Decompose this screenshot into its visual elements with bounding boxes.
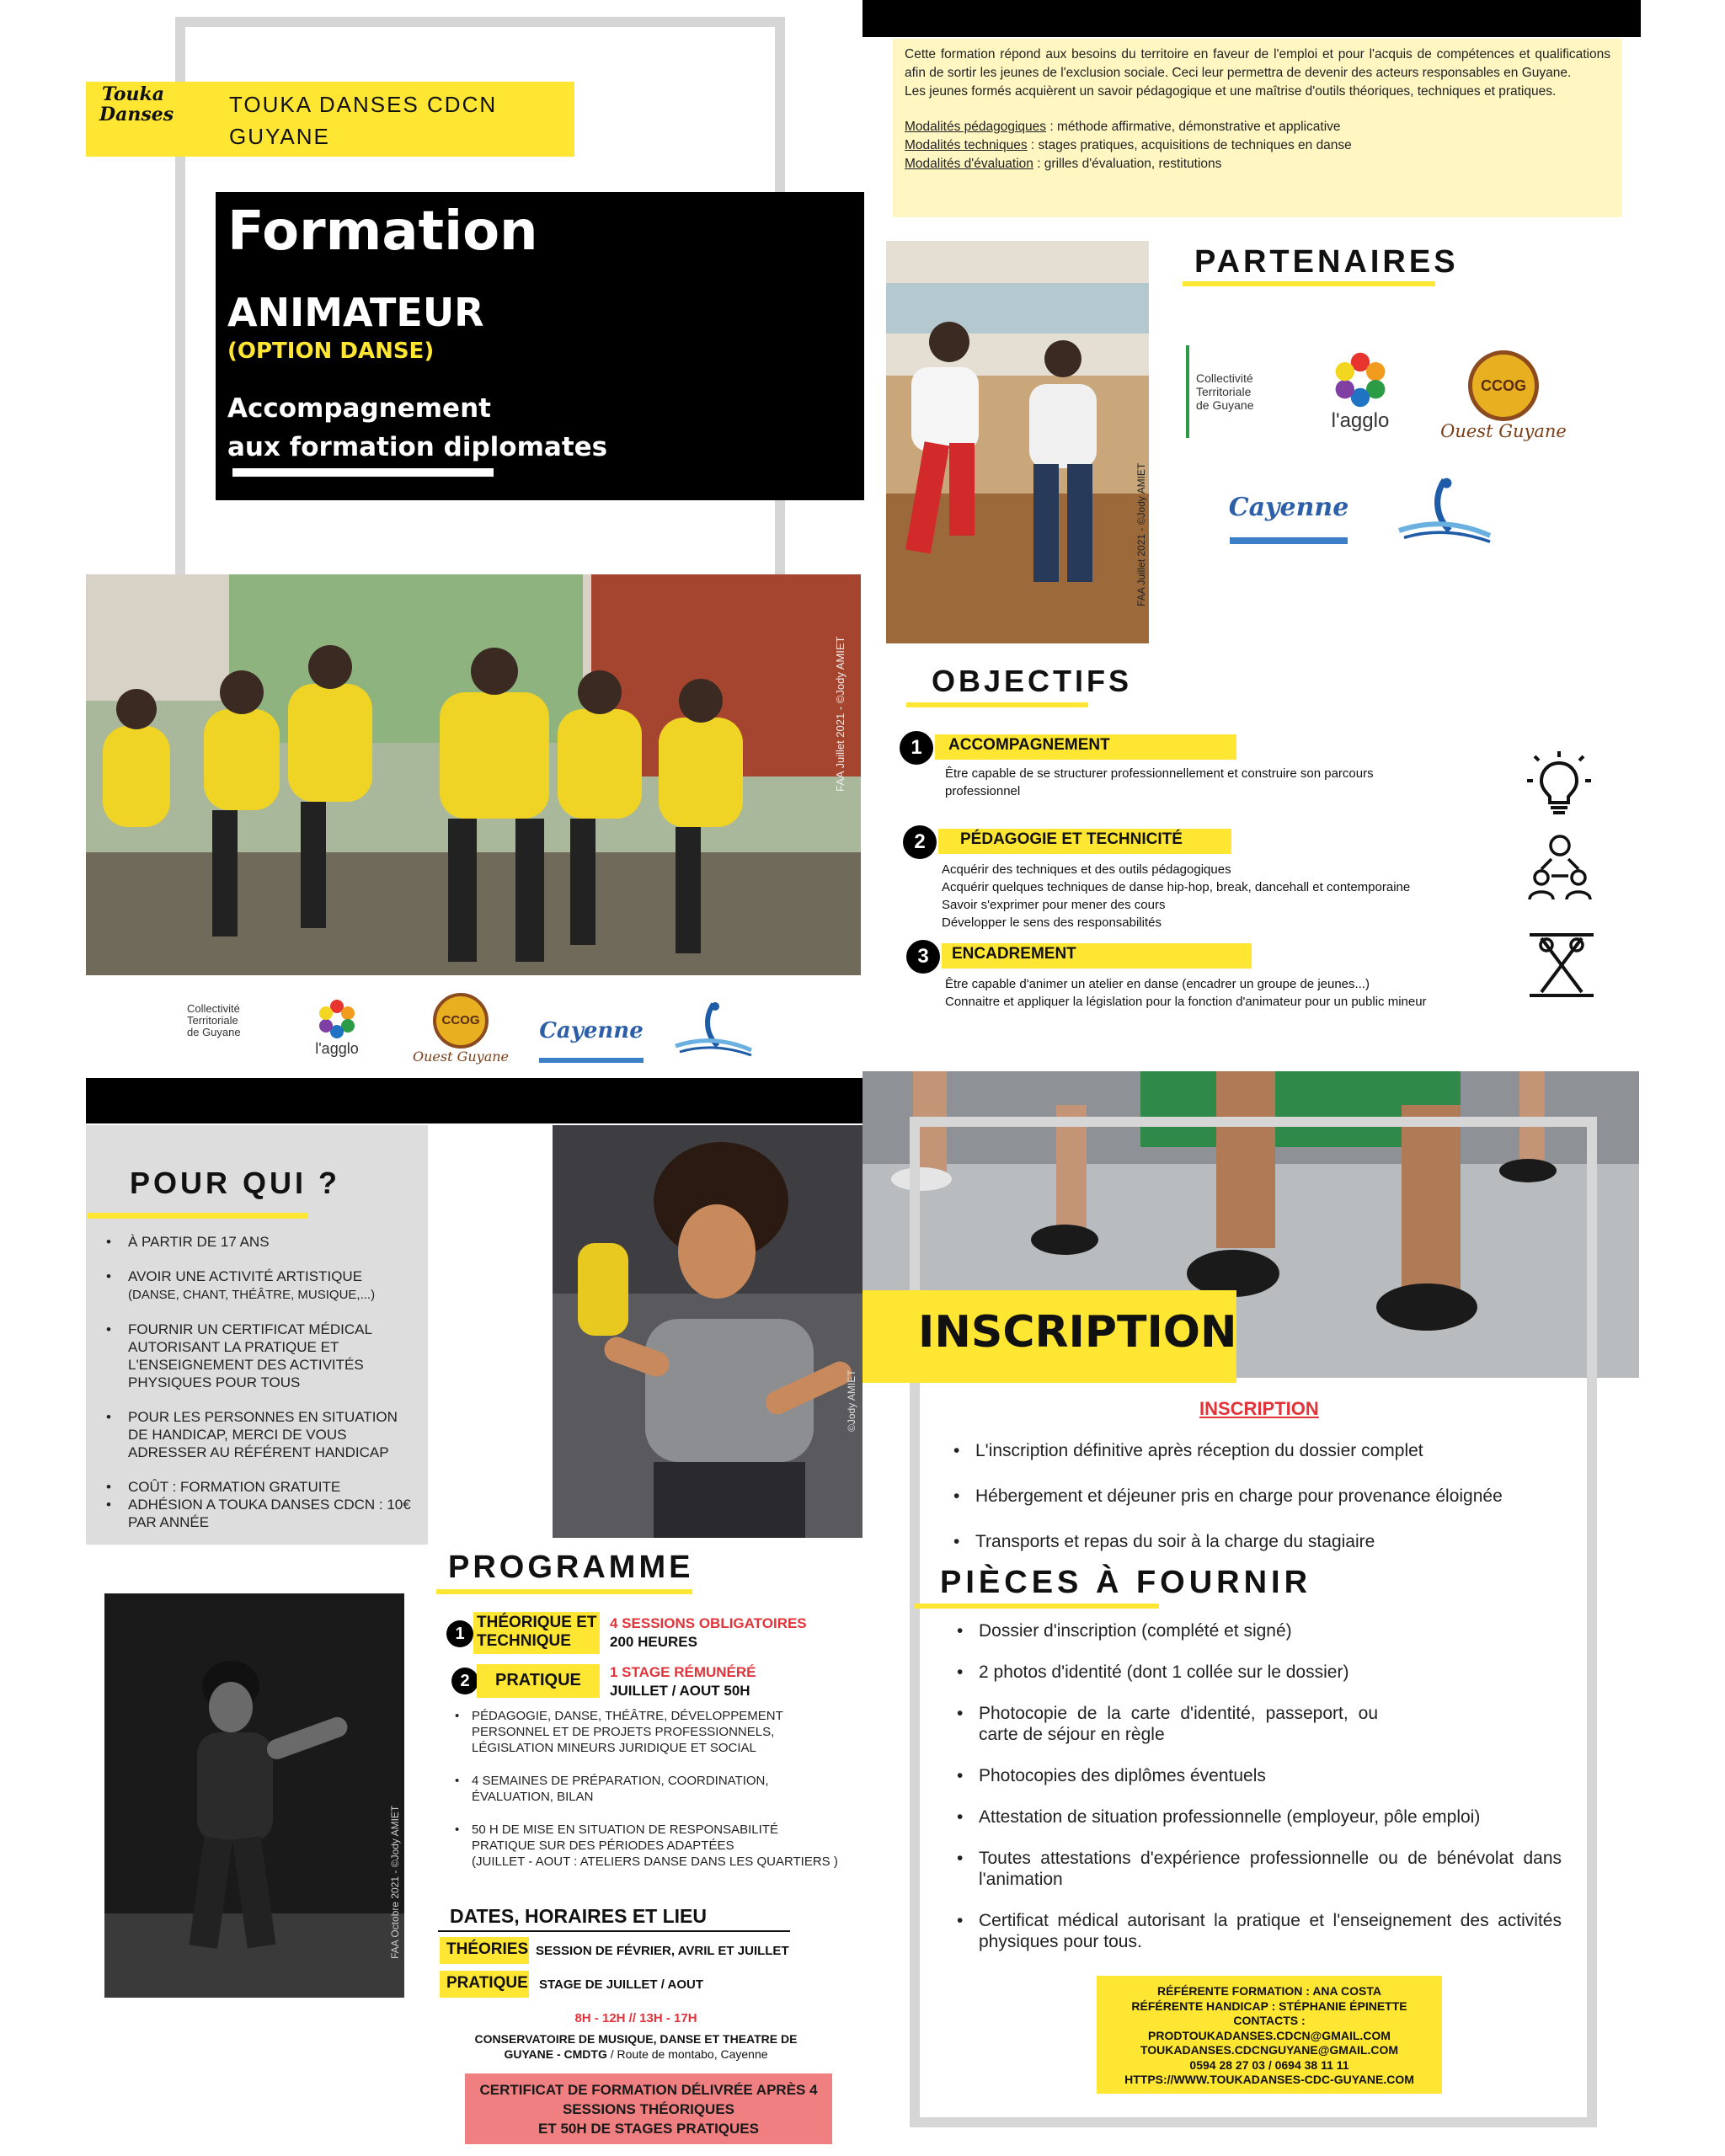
modalite-1-label: Modalités pédagogiques [905,120,1047,134]
modalite-2-label: Modalités techniques [905,138,1028,152]
ctg-line2: Territoriale [187,1014,238,1027]
place-line-2 [438,2047,834,2062]
contact-line-1: RÉFÉRENTE FORMATION : ANA COSTA [1157,1984,1381,1998]
pour-qui-list [106,1233,418,1531]
partner-logo-ctg [1186,345,1295,438]
inscription-item-3 [953,1531,1594,1553]
org-name-line1: TOUKA DANSES CDCN [229,92,498,117]
modalite-3 [905,155,1610,173]
pieces-item-2-text: 2 photos d'identité (dont 1 collée sur le dossier) [979,1662,1349,1682]
pieces-list [957,1620,1562,1952]
certificate-line-1: CERTIFICAT DE FORMATION DÉLIVRÉE APRÈS 4 [479,2082,818,2098]
objective-2-line-3: Savoir s'exprimer pour mener des cours [942,898,1166,912]
ctg-line1: Collectivité [187,1002,240,1015]
pieces-item-1 [957,1620,1562,1641]
programme-1-number: 1 [446,1620,473,1647]
studio-dance-photo [886,241,1149,643]
modalite-1-text: : méthode affirmative, démonstrative et applicative [1046,120,1341,134]
objective-1-line-2: professionnel [945,784,1021,798]
pour-qui-item-4-text: POUR LES PERSONNES EN SITUATION DE HANDICAP, MERCI DE VOUS ADRESSER AU RÉFÉRENT HANDICAP [128,1409,398,1460]
programme-bullet-3 [455,1822,842,1870]
hero-tagline-line1: Accompagnement [227,393,491,424]
pieces-item-1-text: Dossier d'inscription (complété et signé) [979,1621,1292,1641]
pour-qui-cost [106,1478,418,1496]
contact-line-2: RÉFÉRENTE HANDICAP : STÉPHANIE ÉPINETTE [1131,1999,1407,2013]
pieces-underline [915,1604,1159,1609]
pour-qui-item-3 [106,1321,418,1391]
contact-phones: 0594 28 27 03 / 0694 38 11 11 [1189,2057,1349,2072]
inscription-list [953,1440,1594,1553]
dancer-emblem-icon [671,1000,756,1059]
intro-box [893,39,1622,217]
ouest-label: Ouest Guyane [412,1048,510,1065]
contact-email-1[interactable]: PRODTOUKADANSES.CDCN@GMAIL.COM [1148,2028,1391,2042]
programme-underline [436,1589,692,1594]
programme-2-label: PRATIQUE [495,1671,581,1689]
programme-title: PROGRAMME [448,1550,694,1585]
logo-cayenne [539,1004,644,1063]
objective-1-title: ACCOMPAGNEMENT [948,736,1110,754]
certificate-line-3: ET 50H DE STAGES PRATIQUES [538,2121,759,2137]
pour-qui-item-2-text: AVOIR UNE ACTIVITÉ ARTISTIQUE [128,1268,363,1284]
agglo-flower-icon [316,998,358,1040]
top-black-bar [862,0,1641,37]
org-name-line2: GUYANE [229,124,330,149]
programme-1-red: 4 SESSIONS OBLIGATOIRES [610,1615,807,1631]
contacts-box [1097,1976,1442,2094]
pour-qui-title: POUR QUI ? [130,1166,341,1200]
pieces-item-6 [957,1848,1562,1890]
dates-title: DATES, HORAIRES ET LIEU [450,1905,707,1927]
partner-logo-ccog [1432,337,1575,455]
bottom-black-bar [86,1078,862,1123]
dancer-portrait-photo [553,1125,862,1538]
brand-logo-text: Touka Danses [99,83,174,125]
modalite-1 [905,118,1610,136]
pieces-title: PIÈCES À FOURNIR [940,1565,1312,1600]
pour-qui-item-2 [106,1267,418,1304]
pieces-item-7-text: Certificat médical autorisant la pratique et l'enseignement des activités physiques pour tous. [979,1911,1562,1951]
ccog-badge-icon [433,993,489,1049]
photo-credit-4: FAA Octobre 2021 - ©Jody AMIET [389,1805,401,1959]
intro-paragraph-2: Les jeunes formés acquièrent un savoir pédagogique et une maîtrise d'outils théoriques, techniques et pratiques. [905,84,1557,99]
pieces-item-5 [957,1806,1562,1828]
inscription-item-3-text: Transports et repas du soir à la charge du stagiaire [975,1532,1375,1551]
hero-underline [232,468,494,477]
partner-logo-dancer-emblem [1390,468,1499,552]
inscription-item-2-text: Hébergement et déjeuner pris en charge pour provenance éloignée [975,1486,1503,1506]
logo-ctg [187,987,280,1054]
programme-1-label: THÉORIQUE ET TECHNIQUE [477,1614,597,1650]
agglo-label: l'agglo [315,1039,359,1057]
programme-bullet-1 [455,1708,842,1756]
programme-bullet-2 [455,1773,842,1805]
pieces-item-4-text: Photocopies des diplômes éventuels [979,1766,1266,1785]
lightbulb-icon [1525,750,1594,819]
pour-qui-cost-text: COÛT : FORMATION GRATUITE [128,1479,341,1495]
partner-ctg-line1: Collectivité [1196,371,1253,385]
photo-credit-2: FAA Juillet 2021 - ©Jody AMIET [1135,462,1147,606]
hours-text: 8H - 12H // 13H - 17H [574,2011,697,2025]
programme-bullet-2-text: 4 SEMAINES DE PRÉPARATION, COORDINATION, ÉVALUATION, BILAN [472,1774,769,1804]
pieces-item-3 [957,1703,1378,1745]
inscription-item-2 [953,1486,1594,1508]
objective-2-number: 2 [903,825,937,859]
objective-1-text [945,765,1374,800]
ctg-line3: de Guyane [187,1026,241,1038]
pour-qui-membership-text: ADHÉSION A TOUKA DANSES CDCN : 10€ PAR ANNÉE [128,1497,411,1530]
programme-bullet-3-sub: (JUILLET - AOUT : ATELIERS DANSE DANS LES QUARTIERS ) [472,1854,838,1869]
logo-dancer-emblem [667,995,760,1063]
brand-logo [99,83,174,153]
partner-agglo-flower-icon [1331,350,1390,409]
partner-ctg-line2: Territoriale [1196,385,1252,398]
hero-option: (OPTION DANSE) [227,339,435,364]
partner-agglo-label: l'agglo [1331,409,1390,432]
pour-qui-underline [88,1213,308,1219]
hero-title: Formation [227,200,538,263]
partner-dancer-emblem-icon [1394,474,1495,547]
objectives-title: OBJECTIFS [932,664,1133,698]
objective-1-line-1: Être capable de se structurer professionnellement et construire son parcours [945,766,1374,781]
objective-1-number: 1 [900,731,933,765]
certificate-box [465,2073,832,2144]
org-name [229,88,497,152]
programme-2-red: 1 STAGE RÉMUNÉRÉ [610,1664,756,1680]
modalite-3-label: Modalités d'évaluation [905,157,1033,171]
logo-agglo [303,994,371,1061]
programme-2-number: 2 [451,1668,478,1694]
pour-qui-item-1 [106,1233,418,1251]
pieces-item-2 [957,1662,1562,1683]
cayenne-label: Cayenne [539,1018,644,1043]
pieces-item-4 [957,1765,1562,1786]
hero-tagline [227,389,607,467]
pour-qui-item-2-sub: (DANSE, CHANT, THÉÂTRE, MUSIQUE,...) [128,1288,376,1302]
partners-title: PARTENAIRES [1194,244,1459,280]
programme-list [455,1708,842,1870]
partners-title-underline [1183,281,1435,286]
modalite-2-text: : stages pratiques, acquisitions de techniques en danse [1027,138,1352,152]
pieces-item-3-text: Photocopie de la carte d'identité, passeport, ou carte de séjour en règle [979,1704,1378,1744]
pour-qui-item-3-text: FOURNIR UN CERTIFICAT MÉDICAL AUTORISANT LA PRATIQUE ET L'ENSEIGNEMENT DES ACTIVITÉS PHYSIQUES POUR TOUS [128,1321,372,1390]
hero-tagline-line2: aux formation diplomates [227,432,608,462]
place-text [438,2031,834,2062]
inscription-item-1 [953,1440,1594,1462]
programme-1-hours: 200 HEURES [610,1634,697,1650]
partner-logo-agglo [1314,337,1407,446]
supervision-icon [1526,930,1597,1001]
inscription-banner-text: INSCRIPTION [918,1307,1237,1358]
inscription-item-1-text: L'inscription définitive après réception du dossier complet [975,1441,1423,1460]
team-network-icon [1526,834,1594,901]
pratique-text: STAGE DE JUILLET / AOUT [539,1977,704,1992]
theories-text: SESSION DE FÉVRIER, AVRIL ET JUILLET [536,1944,789,1958]
objective-3-line-1: Être capable d'animer un atelier en danse (encadrer un groupe de jeunes...) [945,977,1370,991]
place-line-2-bold: GUYANE - CMDTG [504,2047,607,2061]
group-dance-photo [86,574,861,975]
objective-2-line-4: Développer le sens des responsabilités [942,915,1162,930]
partner-ccog-badge-icon [1468,350,1539,421]
place-line-2-rest: / Route de montabo, Cayenne [606,2047,768,2061]
bw-dancer-photo [104,1593,404,1998]
pratique-label: PRATIQUE [446,1974,528,1992]
objective-3-line-2: Connaitre et appliquer la législation pour la fonction d'animateur pour un public mineur [945,995,1427,1009]
modalite-3-text: : grilles d'évaluation, restitutions [1033,157,1222,171]
photo-credit-3: ©Jody AMIET [846,1369,857,1432]
place-line-1: CONSERVATOIRE DE MUSIQUE, DANSE ET THEATRE DE [474,2032,798,2046]
objective-2-text [942,861,1410,931]
hero-subtitle: ANIMATEUR [227,290,484,335]
programme-bullet-1-text: PÉDAGOGIE, DANSE, THÉÂTRE, DÉVELOPPEMENT PERSONNEL ET DE PROJETS PROFESSIONNELS, LÉGISLATION MINEURS JURIDIQUE ET SOCIAL [472,1709,783,1755]
pieces-item-7 [957,1910,1562,1952]
objective-3-number: 3 [906,940,940,974]
partner-logo-cayenne [1230,477,1348,544]
pour-qui-membership [106,1496,418,1531]
photo-credit-1: FAA Juillet 2021 - ©Jody AMIET [834,636,846,792]
ccog-label: CCOG [441,1013,480,1027]
contact-email-2[interactable]: TOUKADANSES.CDCNGUYANE@GMAIL.COM [1140,2043,1399,2057]
contact-line-3: CONTACTS : [1233,2014,1306,2027]
modalite-2 [905,136,1610,155]
inscription-heading: INSCRIPTION [1199,1398,1319,1419]
contact-website[interactable]: HTTPS://WWW.TOUKADANSES-CDC-GUYANE.COM [1124,2073,1414,2086]
objective-2-line-1: Acquérir des techniques et des outils pédagogiques [942,862,1231,877]
objective-3-title: ENCADREMENT [952,945,1076,963]
programme-2-hours: JUILLET / AOUT 50H [610,1683,750,1699]
intro-paragraph-1: Cette formation répond aux besoins du territoire en faveur de l'emploi et pour l'acquis de compétences et qualifications afin de sortir les jeunes de l'exclusion sociale. Ceci leur permettra de devenir des acteurs responsables en Guyane. [905,47,1610,80]
objective-3-text [945,975,1427,1011]
partner-ctg-line3: de Guyane [1196,398,1254,412]
objective-2-line-2: Acquérir quelques techniques de danse hip-hop, break, dancehall et contemporaine [942,880,1411,894]
pour-qui-item-4 [106,1408,418,1461]
partner-ouest-label: Ouest Guyane [1440,421,1567,441]
logo-ccog [406,984,515,1073]
partner-ccog-label: CCOG [1481,376,1526,394]
objectives-title-underline [906,702,1088,707]
pour-qui-item-1-text: À PARTIR DE 17 ANS [128,1234,270,1250]
certificate-line-2: SESSIONS THÉORIQUES [562,2101,735,2117]
dates-divider [438,1930,790,1932]
programme-bullet-3-text: 50 H DE MISE EN SITUATION DE RESPONSABILITÉ PRATIQUE SUR DES PÉRIODES ADAPTÉES [472,1822,778,1853]
pieces-item-6-text: Toutes attestations d'expérience professionnelle ou de bénévolat dans l'animation [979,1849,1562,1889]
theories-label: THÉORIES [446,1940,529,1958]
partner-cayenne-label: Cayenne [1228,492,1349,522]
objective-2-title: PÉDAGOGIE ET TECHNICITÉ [960,830,1183,848]
pieces-item-5-text: Attestation de situation professionnelle (employeur, pôle emploi) [979,1807,1481,1827]
